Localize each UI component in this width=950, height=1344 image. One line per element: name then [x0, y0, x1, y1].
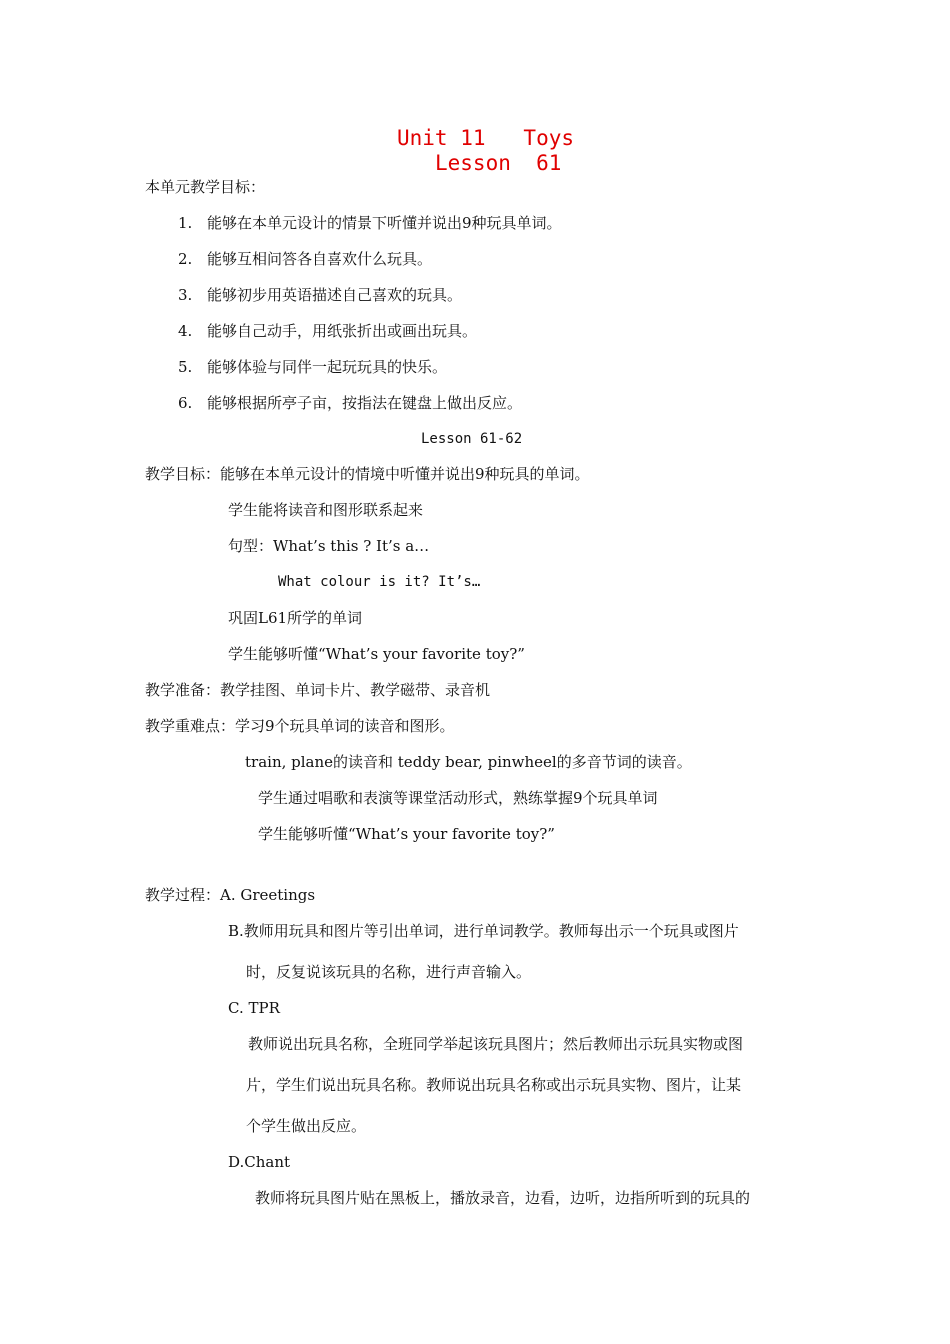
process-line: 教师说出玩具名称，全班同学举起该玩具图片；然后教师出示玩具实物或图	[248, 1035, 744, 1053]
sentence-pattern-line: What colour is it? It’s…	[278, 574, 481, 590]
goal-number: 3.	[178, 286, 193, 304]
key-points-line: train, plane的读音和 teddy bear, pinwheel的多音节词的读音。	[245, 753, 692, 771]
key-points-line: 教学重难点：学习9个玩具单词的读音和图形。	[145, 717, 455, 735]
objectives-line: 学生能够听懂“What’s your favorite toy?”	[228, 645, 525, 663]
goal-number: 5.	[178, 358, 193, 376]
objectives-line: 学生能将读音和图形联系起来	[228, 501, 424, 519]
objectives-line: 巩固L61所学的单词	[228, 609, 363, 627]
process-line: 片，学生们说出玩具名称。教师说出玩具名称或出示玩具实物、图片，让某	[246, 1076, 742, 1094]
sentence-pattern-line: 句型：What’s this ? It’s a…	[228, 537, 430, 555]
goal-text: 能够在本单元设计的情景下听懂并说出9种玩具单词。	[207, 214, 562, 232]
goal-text: 能够体验与同伴一起玩玩具的快乐。	[207, 358, 448, 376]
process-line: 教学过程：A. Greetings	[145, 886, 316, 904]
process-line: 个学生做出反应。	[246, 1117, 367, 1135]
key-points-line: 学生通过唱歌和表演等课堂活动形式，熟练掌握9个玩具单词	[258, 789, 658, 807]
process-line: 教师将玩具图片贴在黑板上，播放录音，边看，边听，边指所听到的玩具的	[255, 1189, 751, 1207]
lesson-title: Lesson 61	[435, 151, 562, 175]
goal-text: 能够初步用英语描述自己喜欢的玩具。	[207, 286, 463, 304]
process-step-label: C. TPR	[228, 999, 280, 1017]
goal-number: 1.	[178, 214, 193, 232]
key-points-line: 学生能够听懂“What’s your favorite toy?”	[258, 825, 555, 843]
goal-number: 2.	[178, 250, 193, 268]
goal-number: 6.	[178, 394, 193, 412]
goal-text: 能够自己动手，用纸张折出或画出玩具。	[207, 322, 478, 340]
preparation-line: 教学准备：教学挂图、单词卡片、教学磁带、录音机	[145, 681, 491, 699]
lesson-range-header: Lesson 61-62	[421, 431, 523, 447]
process-line: 时，反复说该玩具的名称，进行声音输入。	[246, 963, 532, 981]
process-step-label: D.Chant	[228, 1153, 291, 1171]
goal-text: 能够根据所亭子亩，按指法在键盘上做出反应。	[207, 394, 523, 412]
unit-goals-heading: 本单元教学目标：	[145, 178, 266, 196]
goal-text: 能够互相问答各自喜欢什么玩具。	[207, 250, 433, 268]
objectives-line: 教学目标：能够在本单元设计的情境中听懂并说出9种玩具的单词。	[145, 465, 590, 483]
unit-title: Unit 11 Toys	[397, 126, 575, 150]
process-line: B.教师用玩具和图片等引出单词，进行单词教学。教师每出示一个玩具或图片	[228, 922, 739, 940]
goal-number: 4.	[178, 322, 193, 340]
